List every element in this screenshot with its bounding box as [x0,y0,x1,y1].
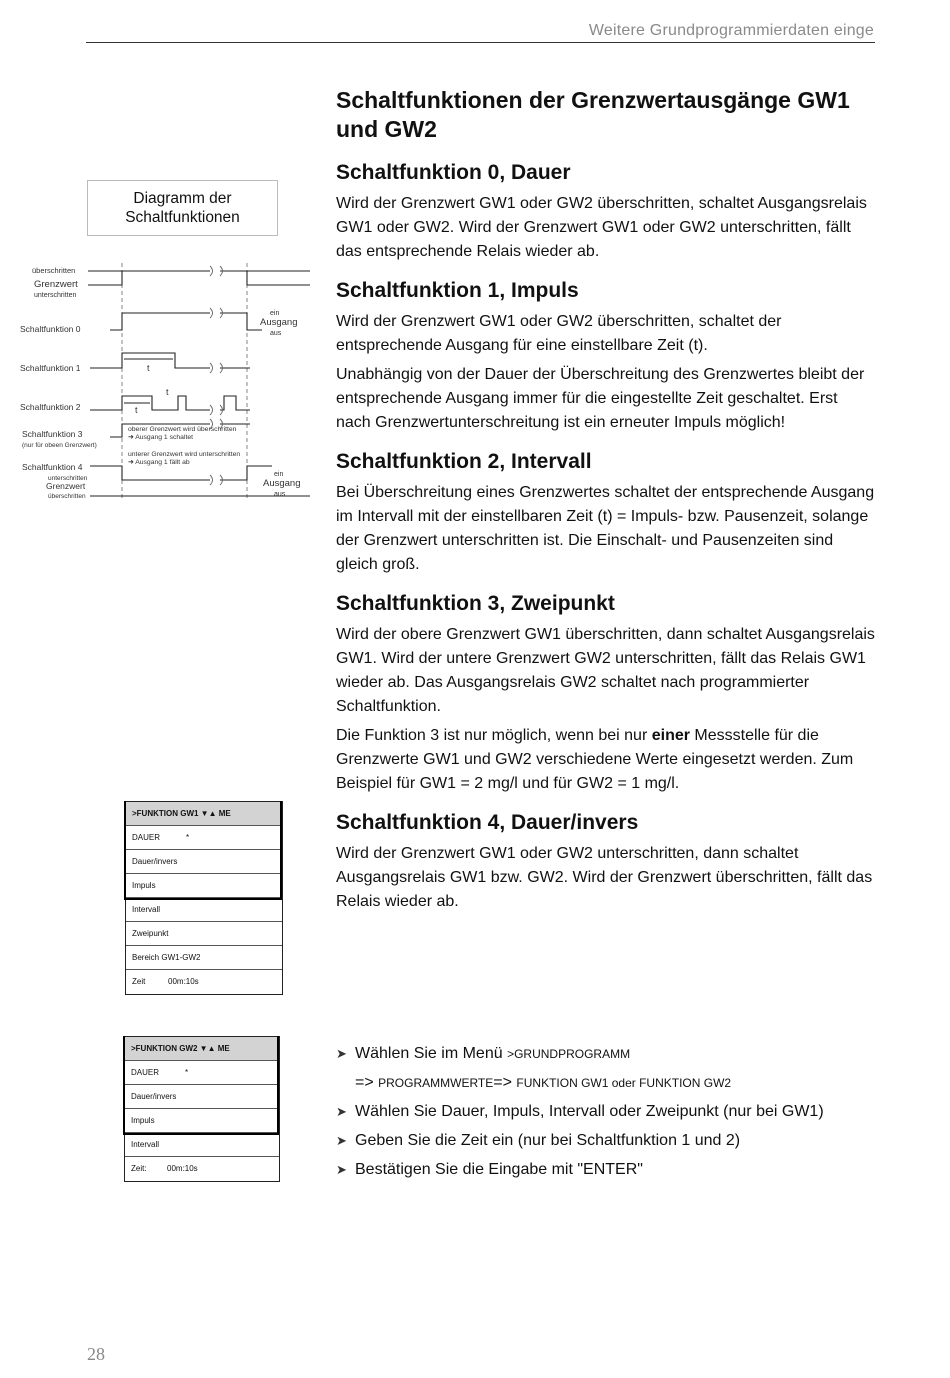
page-title: Schaltfunktionen der Grenzwertausgänge GW1 und GW2 [336,87,850,142]
section-sf0 [336,160,876,264]
diagram-label: Schaltfunktion 0 [20,324,81,334]
diagram-label: Schaltfunktion 3 [22,429,83,439]
diagram-label: überschritten [48,493,86,500]
diagram-label: überschritten [32,266,76,275]
menu-header: >FUNKTION GW2 ▼▲ ME [125,1037,279,1061]
menu-item-dauer-invers[interactable]: Dauer/invers [126,850,282,874]
section-sf4 [336,810,876,914]
menu-path: >GRUNDPROGRAMM [507,1047,631,1061]
menu-item-dauer-invers[interactable]: Dauer/invers [125,1085,279,1109]
diagram-label: Schaltfunktion 4 [22,462,83,472]
menu-item-dauer[interactable] [126,826,282,850]
menu-item-dauer[interactable] [125,1061,279,1085]
menu-item-zeit[interactable] [125,1157,279,1181]
step-2 [336,1100,896,1124]
section-paragraph: Wird der Grenzwert GW1 oder GW2 überschritten, schaltet Ausgangsrelais GW1 oder GW2. Wird der Grenzwert GW1 oder GW2 unterschritten, fällt das entsprechende Relais wieder ab. [336,195,867,260]
instruction-steps [336,1042,896,1187]
menu-item-value: 00m:10s [168,977,199,986]
section-heading: Schaltfunktion 2, Intervall [336,450,592,473]
menu-funktion-gw1 [125,801,283,995]
step-text: Wählen Sie im Menü [355,1045,508,1062]
section-heading: Schaltfunktion 3, Zweipunkt [336,592,615,615]
section-heading: Schaltfunktion 1, Impuls [336,279,579,302]
header-rule [86,42,875,43]
section-sf2 [336,449,876,577]
diagram-label: t [135,405,138,415]
section-note [336,724,876,796]
diagram-label: Ausgang [263,478,301,489]
diagram-label: oberer Grenzwert wird überschritten [128,426,237,433]
diagram-label: aus [274,491,286,498]
section-paragraph: Bei Überschreitung eines Grenzwertes schaltet der entsprechende Ausgang im Intervall mit der einstellbaren Zeit (t) = Impuls- bzw. Pausenzeit, solange der Grenzwert unterschritten ist. Die Einschalt- und Pausenzeiten sind gleich groß. [336,484,875,573]
bullet-arrow-icon: ➤ [336,1046,347,1061]
menu-item-zeit[interactable] [126,970,282,994]
section-paragraph: Wird der obere Grenzwert GW1 überschritten, dann schaltet Ausgangsrelais GW1. Wird der untere Grenzwert GW2 unterschritten, fällt das Relais GW1 wieder ab. Das Ausgangsrelais GW2 schaltet nach programmierter Schaltfunktion. [336,626,875,715]
diagram-label: aus [270,330,282,337]
diagram-label: unterschritten [48,475,88,482]
note-text: Messstelle für die Grenzwerte GW1 und GW2 verschiedene Werte eingesetzt werden. Zum Beispiel für GW1 = 2 mg/l und für GW2 = 1 mg/l. [336,727,854,792]
step-text: => [355,1074,379,1091]
bullet-arrow-icon: ➤ [336,1104,347,1119]
section-paragraph: Wird der Grenzwert GW1 oder GW2 überschritten, schaltet der entsprechende Ausgang für eine einstellbare Zeit (t). [336,313,782,354]
menu-path: FUNKTION GW1 oder FUNKTION GW2 [516,1076,732,1090]
running-header: Weitere Grundprogrammierdaten einge [588,22,874,39]
diagram-label: ein [274,471,284,478]
menu-item-zweipunkt[interactable]: Zweipunkt [126,922,282,946]
diagram-label: Grenzwert [34,279,78,290]
main-column [336,86,876,928]
menu-item-label: DAUER [131,1068,160,1077]
diagram-label: unterer Grenzwert wird unterschritten [128,451,241,458]
diagram-label: t [147,363,150,373]
step-4 [336,1158,896,1182]
bullet-arrow-icon: ➤ [336,1133,347,1148]
menu-item-value: 00m:10s [167,1164,198,1173]
switching-diagram [10,258,315,508]
menu-item-label: Zeit: [131,1164,147,1173]
diagram-label: Schaltfunktion 1 [20,363,81,373]
step-1-path [336,1071,896,1095]
menu-item-impuls[interactable]: Impuls [125,1109,279,1133]
step-text: Wählen Sie Dauer, Impuls, Intervall oder Zweipunkt (nur bei GW1) [355,1103,824,1120]
selected-marker: * [186,833,190,842]
section-paragraph: Unabhängig von der Dauer der Überschreitung des Grenzwertes bleibt der entsprechende Ausgang immer für die eingestellte Zeit geschaltet. Erst nach Grenzwertunterschreitung ist ein erneuter Impuls möglich! [336,366,865,431]
diagram-label: Ausgang [260,317,298,328]
step-text: => [493,1074,517,1091]
step-text: Geben Sie die Zeit ein (nur bei Schaltfunktion 1 und 2) [355,1132,741,1149]
note-emphasis: einer [651,727,690,744]
menu-item-impuls[interactable]: Impuls [126,874,282,898]
menu-item-bereich[interactable]: Bereich GW1-GW2 [126,946,282,970]
menu-funktion-gw2 [124,1036,280,1182]
diagram-label: Grenzwert [46,481,86,491]
diagram-caption: Diagramm der Schaltfunktionen [87,180,278,236]
section-heading: Schaltfunktion 4, Dauer/invers [336,811,639,834]
section-sf1 [336,278,876,435]
section-paragraph: Wird der Grenzwert GW1 oder GW2 unterschritten, dann schaltet Ausgangsrelais GW1 bzw. GW2. Wird der Grenzwert überschritten, fällt das Relais wieder ab. [336,845,873,910]
diagram-label: ➜ Ausgang 1 schaltet [128,434,194,441]
step-3 [336,1129,896,1153]
diagram-label: Schaltfunktion 2 [20,402,81,412]
diagram-label: ➜ Ausgang 1 fällt ab [128,459,190,466]
selected-marker: * [185,1068,189,1077]
menu-item-label: DAUER [132,833,161,842]
diagram-label: ein [270,310,280,317]
menu-item-intervall[interactable]: Intervall [125,1133,279,1157]
menu-item-label: Zeit [132,977,146,986]
page-number: 28 [87,1344,105,1364]
step-1 [336,1042,896,1066]
menu-path: PROGRAMMWERTE [378,1076,494,1090]
section-sf3 [336,591,876,796]
bullet-arrow-icon: ➤ [336,1162,347,1177]
section-heading: Schaltfunktion 0, Dauer [336,161,571,184]
menu-item-intervall[interactable]: Intervall [126,898,282,922]
diagram-label: (nur für obeen Grenzwert) [22,442,97,449]
note-text: Die Funktion 3 ist nur möglich, wenn bei nur [336,727,652,744]
diagram-label: t [166,387,169,397]
step-text: Bestätigen Sie die Eingabe mit "ENTER" [355,1161,643,1178]
diagram-label: unterschritten [34,292,77,299]
menu-header: >FUNKTION GW1 ▼▲ ME [126,802,282,826]
